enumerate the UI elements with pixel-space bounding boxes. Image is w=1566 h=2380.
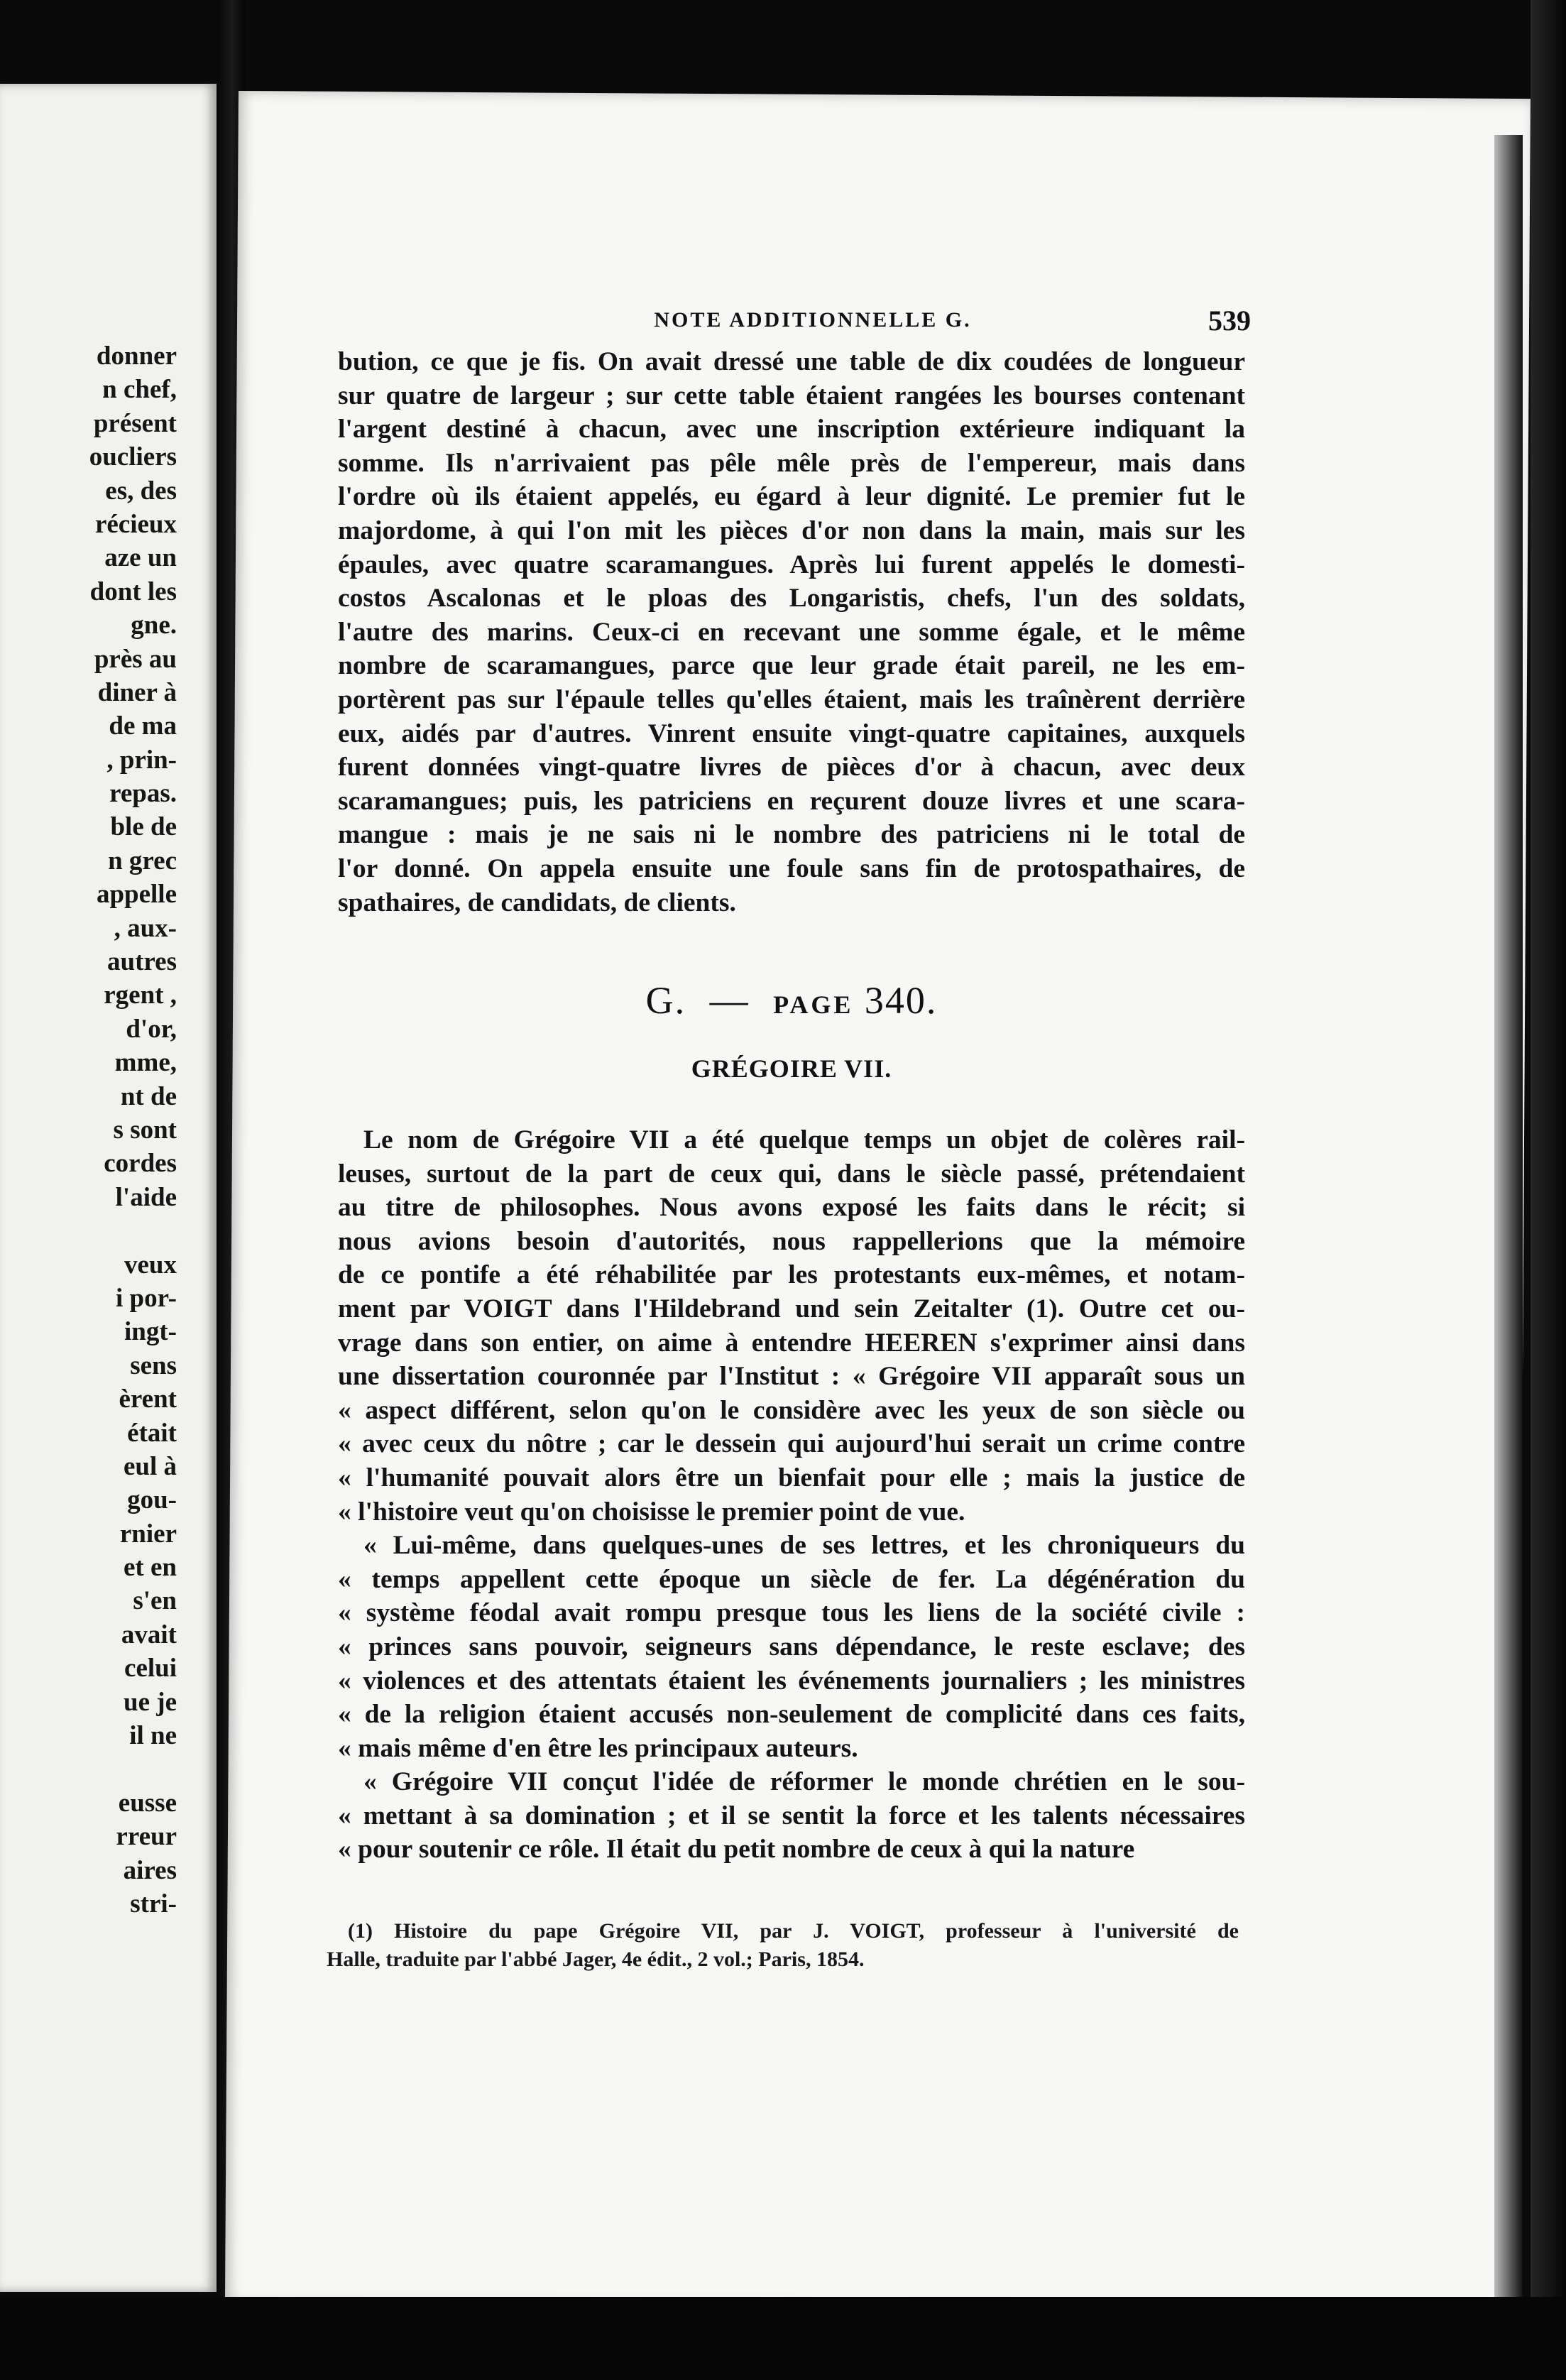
text-line: sens	[130, 1350, 177, 1380]
text-line: nous avions besoin d'autorités, nous rappellerions que la mémoire	[338, 1226, 1245, 1256]
text-line: Le nom de Grégoire VII a été quelque temps un objet de colères rail-	[363, 1125, 1245, 1154]
text-line: « Grégoire VII conçut l'idée de réformer le monde chrétien en le sou-	[363, 1767, 1245, 1797]
text-line: repas.	[109, 779, 177, 809]
text-line: récieux	[94, 509, 177, 539]
text-line: « aspect différent, selon qu'on le considère avec les yeux de son siècle ou	[338, 1395, 1245, 1425]
section-subtitle: GRÉGOIRE VII.	[691, 1054, 892, 1083]
text-line: leuses, surtout de la part de ceux qui, dans le siècle passé, prétendaient	[338, 1159, 1245, 1189]
text-line: et en	[124, 1553, 177, 1583]
text-line: « princes sans pouvoir, seigneurs sans dépendance, le reste esclave; des	[338, 1632, 1245, 1661]
text-line: (1) Histoire du pape Grégoire VII, par J. VOIGT, professeur à l'université de	[348, 1919, 1239, 1943]
text-line: épaules, avec quatre scaramangues. Après lui furent appelés le domesti-	[338, 550, 1245, 579]
text-line: somme. Ils n'arrivaient pas pêle mêle près de l'empereur, mais dans	[338, 448, 1245, 478]
text-line: l'or donné. On appela ensuite une foule sans fin de protospathaires, de	[338, 853, 1245, 883]
text-line: sur quatre de largeur ; sur cette table étaient rangées les bourses contenant	[338, 381, 1245, 410]
text-line: mangue : mais je ne sais ni le nombre des patriciens ni le total de	[338, 820, 1245, 850]
text-line: diner à	[97, 677, 177, 707]
text-line: ingt-	[124, 1317, 177, 1347]
text-line: , aux-	[114, 913, 177, 943]
text-line: costos Ascalonas et le ploas des Longaristis, chefs, l'un des soldats,	[338, 584, 1245, 613]
footnote	[327, 1917, 1239, 1974]
text-line: rnier	[119, 1519, 177, 1549]
text-line: était	[127, 1418, 177, 1448]
text-line: stri-	[130, 1889, 177, 1918]
text-line	[0, 1752, 177, 1786]
text-line	[0, 1214, 177, 1248]
text-line: de ma	[109, 711, 177, 741]
text-line: une dissertation couronnée par l'Institut : « Grégoire VII apparaît sous un	[338, 1362, 1245, 1392]
text-line: n chef,	[102, 375, 177, 405]
text-line: de ce pontife a été réhabilitée par les protestants eux-mêmes, et notam-	[338, 1260, 1245, 1290]
text-line: s'en	[133, 1586, 177, 1616]
text-line: gou-	[127, 1485, 177, 1515]
text-line: Halle, traduite par l'abbé Jager, 4e édit., 2 vol.; Paris, 1854.	[327, 1948, 865, 1971]
text-line: l'argent destiné à chacun, avec une inscription extérieure indiquant la	[338, 415, 1245, 444]
text-line: es, des	[105, 476, 177, 506]
text-line: il ne	[129, 1721, 177, 1751]
text-line: eul à	[123, 1451, 177, 1481]
text-line: dont les	[89, 577, 177, 606]
scan-border-bottom	[0, 2297, 1566, 2380]
text-line: mme,	[114, 1048, 177, 1078]
text-line: eusse	[118, 1788, 177, 1818]
text-line: nombre de scaramangues, parce que leur grade était pareil, ne les em-	[338, 651, 1245, 681]
text-line: rgent ,	[104, 981, 177, 1010]
text-line: spathaires, de candidats, de clients.	[338, 888, 736, 917]
text-line: « Lui-même, dans quelques-unes de ses lettres, et les chroniqueurs du	[363, 1531, 1245, 1561]
text-line: gne.	[131, 611, 177, 640]
text-line: « l'humanité pouvait alors être un bienfait pour elle ; mais la justice de	[338, 1463, 1245, 1492]
text-line: oucliers	[89, 442, 177, 472]
text-line: l'aide	[115, 1182, 177, 1212]
page-edge-stack	[1494, 135, 1523, 2300]
section-letter: G.	[645, 979, 686, 1022]
text-line: veux	[124, 1250, 177, 1279]
text-line: « pour soutenir ce rôle. Il était du petit nombre de ceux à qui la nature	[338, 1835, 1135, 1865]
text-line: « avec ceux du nôtre ; car le dessein qui aujourd'hui serait un crime contre	[338, 1429, 1245, 1459]
text-line: aze un	[104, 543, 177, 573]
text-line: « mais même d'en être les principaux auteurs.	[338, 1733, 858, 1763]
text-line: s sont	[113, 1115, 177, 1145]
text-line: présent	[93, 408, 177, 438]
section-heading	[338, 978, 1245, 1022]
text-line: avait	[121, 1620, 177, 1649]
text-line: majordome, à qui l'on mit les pièces d'or non dans la main, mais sur les	[338, 515, 1245, 545]
page-number: 539	[1208, 305, 1251, 337]
text-line: i por-	[116, 1283, 177, 1313]
intro-paragraph	[338, 345, 1245, 919]
text-line: ment par VOIGT dans l'Hildebrand und sein Zeitalter (1). Outre cet ou-	[338, 1294, 1245, 1323]
text-line: , prin-	[106, 745, 177, 775]
text-line: au titre de philosophes. Nous avons exposé les faits dans le récit; si	[338, 1193, 1245, 1223]
text-line: « temps appellent cette époque un siècle de fer. La dégénération du	[338, 1564, 1245, 1594]
text-line: vrage dans son entier, on aime à entendre HEEREN s'exprimer ainsi dans	[338, 1328, 1245, 1358]
text-line: l'ordre où ils étaient appelés, eu égard à leur dignité. Le premier fut le	[338, 482, 1245, 512]
text-line: n grec	[108, 846, 177, 875]
text-line: ue je	[124, 1687, 177, 1717]
text-line: aires	[123, 1855, 177, 1885]
text-line: près au	[94, 644, 177, 674]
text-line: l'autre des marins. Ceux-ci en recevant une somme égale, et le même	[338, 617, 1245, 647]
body-paragraph	[338, 1123, 1245, 1867]
text-line: donner	[96, 342, 177, 371]
running-head-title: NOTE ADDITIONNELLE G.	[654, 308, 972, 332]
section-dash: —	[709, 979, 750, 1022]
previous-page	[0, 84, 217, 2292]
scan-border-right	[1531, 0, 1566, 2380]
running-head	[338, 304, 1251, 339]
text-line: cordes	[104, 1149, 177, 1179]
text-line: portèrent pas sur l'épaule telles qu'elles étaient, mais les traînèrent derrière	[338, 684, 1245, 714]
text-line: celui	[124, 1654, 177, 1683]
text-line: « violences et des attentats étaient les événements journaliers ; les ministres	[338, 1666, 1245, 1696]
text-line: « l'histoire veut qu'on choisisse le premier point de vue.	[338, 1497, 965, 1527]
text-line: rreur	[116, 1822, 177, 1852]
text-line: eux, aidés par d'autres. Vinrent ensuite vingt-quatre capitaines, auxquels	[338, 719, 1245, 748]
text-line: scaramangues; puis, les patriciens en reçurent douze livres et une scara-	[338, 786, 1245, 816]
section-page-ref: 340.	[864, 979, 938, 1022]
section-page-label: PAGE	[773, 990, 854, 1019]
text-line: furent données vingt-quatre livres de pièces d'or à chacun, avec deux	[338, 753, 1245, 782]
text-line: « système féodal avait rompu presque tous les liens de la société civile :	[338, 1598, 1245, 1628]
text-line: èrent	[119, 1385, 177, 1414]
previous-page-text-column	[0, 339, 177, 1921]
text-line: « de la religion étaient accusés non-seulement de complicité dans ces faits,	[338, 1700, 1245, 1730]
text-line: « mettant à sa domination ; et il se sentit la force et les talents nécessaires	[338, 1801, 1245, 1830]
text-line: bution, ce que je fis. On avait dressé une table de dix coudées de longueur	[338, 347, 1245, 376]
text-line: autres	[107, 947, 177, 977]
text-line: d'or,	[126, 1014, 177, 1044]
text-line: ble de	[110, 812, 177, 842]
text-line: appelle	[96, 880, 177, 910]
text-line: nt de	[120, 1081, 177, 1111]
